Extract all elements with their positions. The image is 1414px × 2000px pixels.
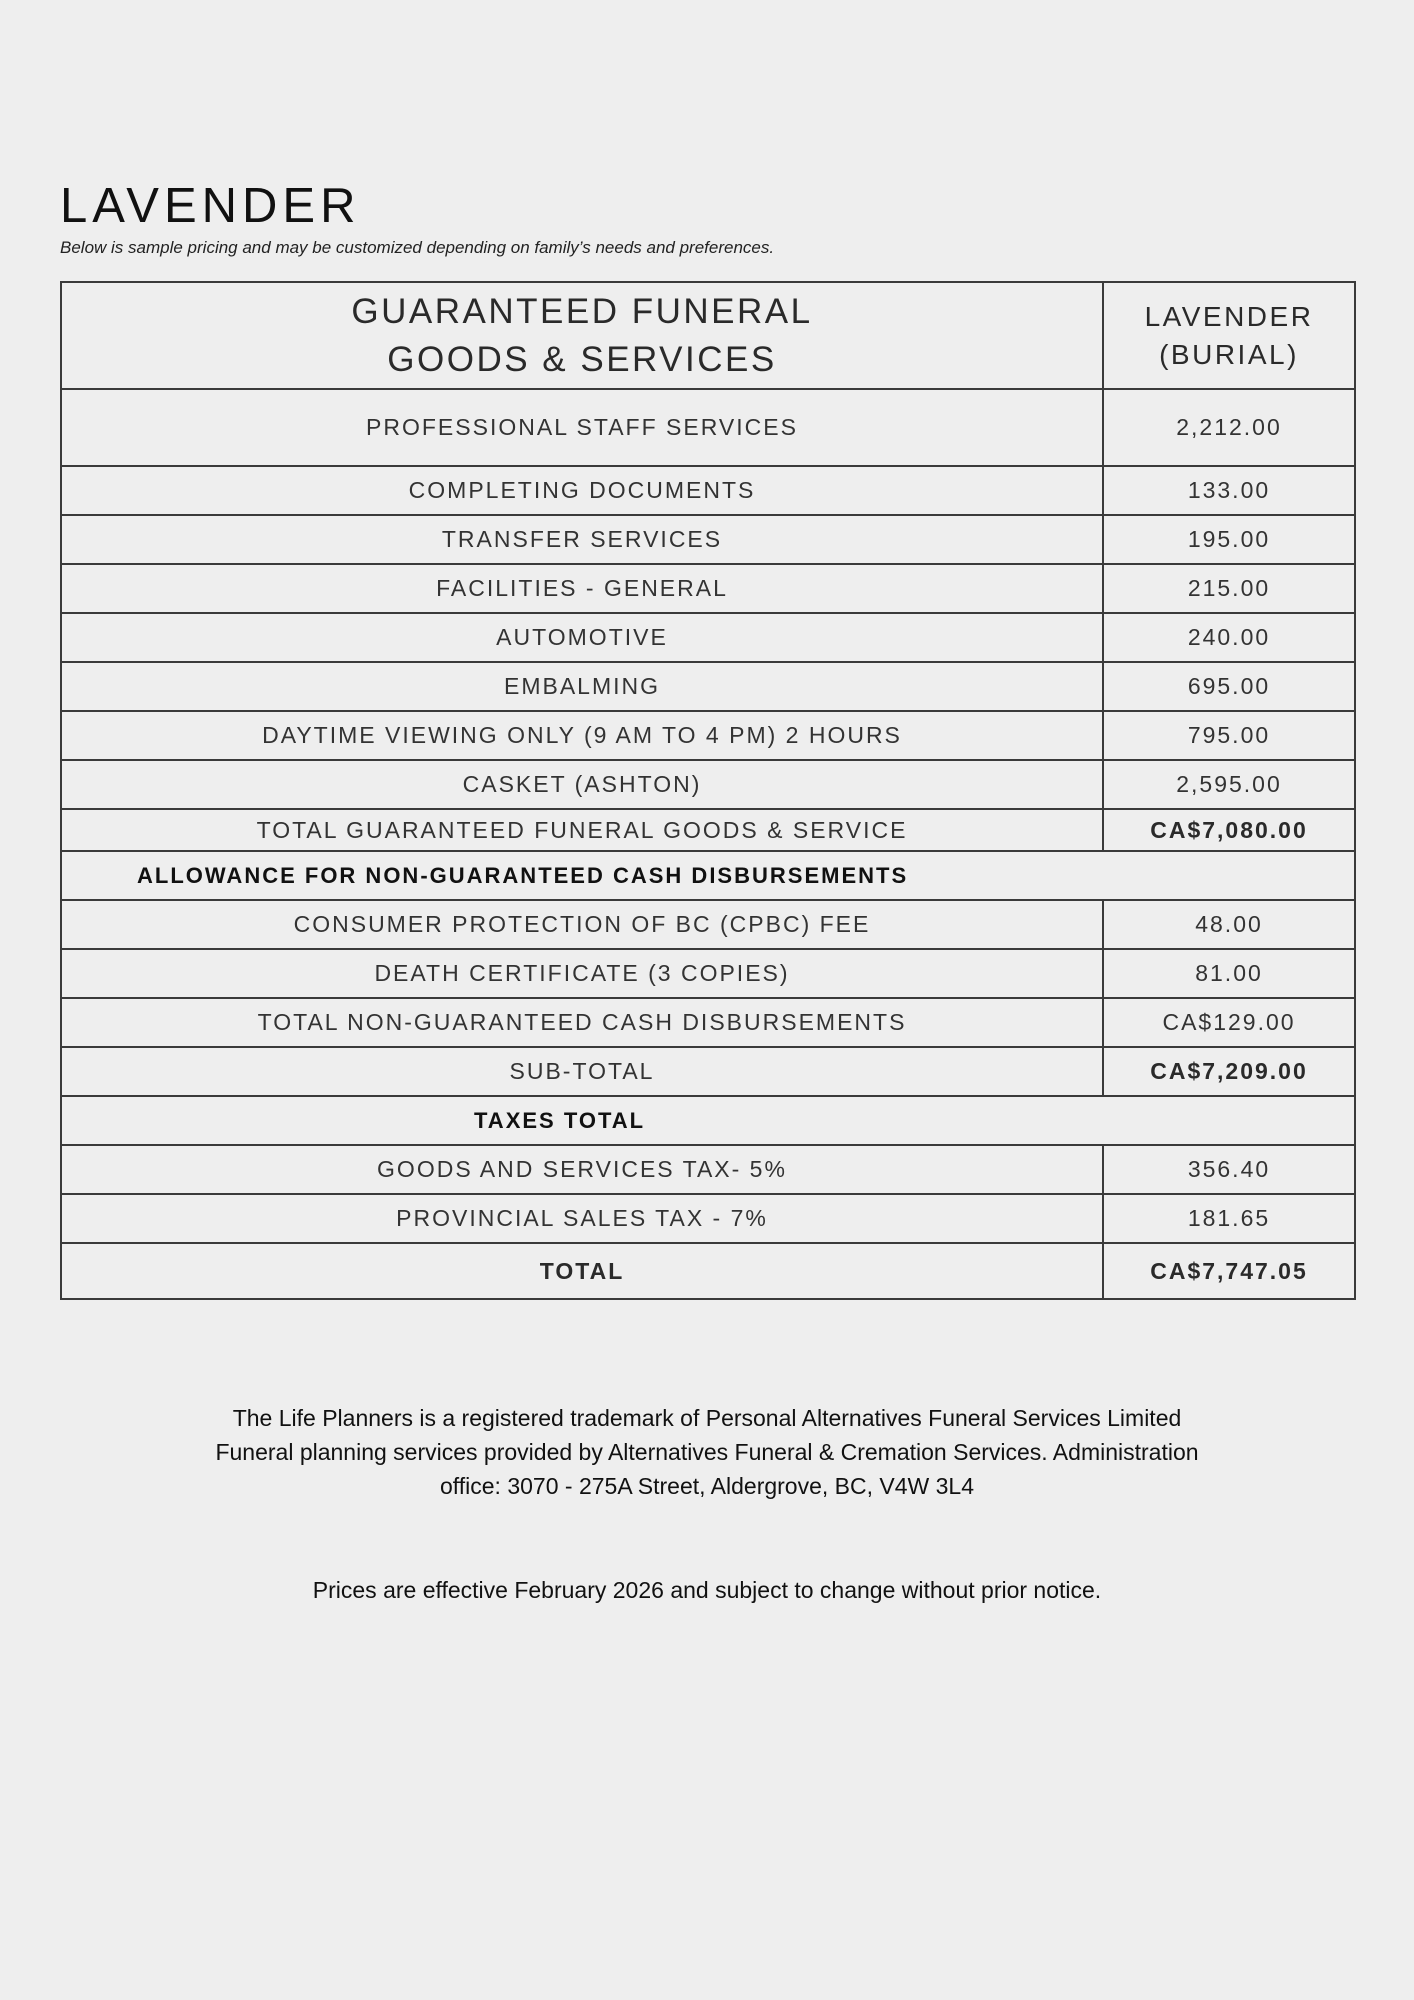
item-value: 795.00 [1103,711,1355,760]
section-heading-row [61,851,1355,900]
taxes-heading: TAXES TOTAL [61,1096,1355,1145]
table-row [61,662,1355,711]
footer-line: The Life Planners is a registered trademark of Personal Alternatives Funeral Services Limited [232,1405,1182,1431]
section-heading-row [61,1096,1355,1145]
footer-line: Funeral planning services provided by Alternatives Funeral & Cremation Services. Administration [215,1439,1199,1465]
table-row [61,564,1355,613]
item-value: 695.00 [1103,662,1355,711]
guaranteed-total-label: TOTAL GUARANTEED FUNERAL GOODS & SERVICE [61,809,1103,851]
header-line: GOODS & SERVICES [387,339,777,379]
item-value: 215.00 [1103,564,1355,613]
guaranteed-total-value: CA$7,080.00 [1103,809,1355,851]
price-notice: Prices are effective February 2026 and subject to change without prior notice. [312,1577,1102,1603]
item-value: 81.00 [1103,949,1355,998]
item-label: GOODS AND SERVICES TAX- 5% [61,1145,1103,1194]
header-goods-services [61,282,1103,389]
subtotal-value: CA$7,209.00 [1103,1047,1355,1096]
item-label: CASKET (ASHTON) [61,760,1103,809]
table-row [61,389,1355,466]
item-value: 48.00 [1103,900,1355,949]
guaranteed-total-row [61,809,1355,851]
table-row [61,949,1355,998]
item-value: 181.65 [1103,1194,1355,1243]
item-value: 240.00 [1103,613,1355,662]
total-row [61,1243,1355,1299]
table-row [61,613,1355,662]
item-label: DAYTIME VIEWING ONLY (9 AM TO 4 PM) 2 HOURS [61,711,1103,760]
pricing-table [60,281,1356,1300]
item-value: 195.00 [1103,515,1355,564]
disbursements-total-label: TOTAL NON-GUARANTEED CASH DISBURSEMENTS [61,998,1103,1047]
item-value: 356.40 [1103,1145,1355,1194]
disbursements-heading: ALLOWANCE FOR NON-GUARANTEED CASH DISBURSEMENTS [61,851,1355,900]
subtotal-row [61,1047,1355,1096]
item-label: COMPLETING DOCUMENTS [61,466,1103,515]
table-row [61,760,1355,809]
item-label: PROFESSIONAL STAFF SERVICES [61,389,1103,466]
page-title: LAVENDER [60,179,361,233]
table-row [61,711,1355,760]
table-row [61,900,1355,949]
header-package [1103,282,1355,389]
page-subtitle: Below is sample pricing and may be customized depending on family’s needs and preferences. [60,238,775,257]
disbursements-total-value: CA$129.00 [1103,998,1355,1047]
total-label: TOTAL [61,1243,1103,1299]
item-value: 133.00 [1103,466,1355,515]
item-label: EMBALMING [61,662,1103,711]
subtotal-label: SUB-TOTAL [61,1047,1103,1096]
item-label: DEATH CERTIFICATE (3 COPIES) [61,949,1103,998]
item-label: PROVINCIAL SALES TAX - 7% [61,1194,1103,1243]
table-row [61,466,1355,515]
item-label: AUTOMOTIVE [61,613,1103,662]
item-value: 2,595.00 [1103,760,1355,809]
item-label: CONSUMER PROTECTION OF BC (CPBC) FEE [61,900,1103,949]
disbursements-total-row [61,998,1355,1047]
item-label: TRANSFER SERVICES [61,515,1103,564]
table-row [61,1194,1355,1243]
table-row [61,515,1355,564]
header-line: LAVENDER [1144,300,1314,332]
total-value: CA$7,747.05 [1103,1243,1355,1299]
item-label: FACILITIES - GENERAL [61,564,1103,613]
item-value: 2,212.00 [1103,389,1355,466]
table-header-row [61,282,1355,389]
header-line: GUARANTEED FUNERAL [351,291,813,331]
footer-line: office: 3070 - 275A Street, Aldergrove, BC, V4W 3L4 [440,1473,974,1499]
footer-disclaimer [100,1401,1314,1503]
header-line: (BURIAL) [1159,338,1299,370]
table-row [61,1145,1355,1194]
